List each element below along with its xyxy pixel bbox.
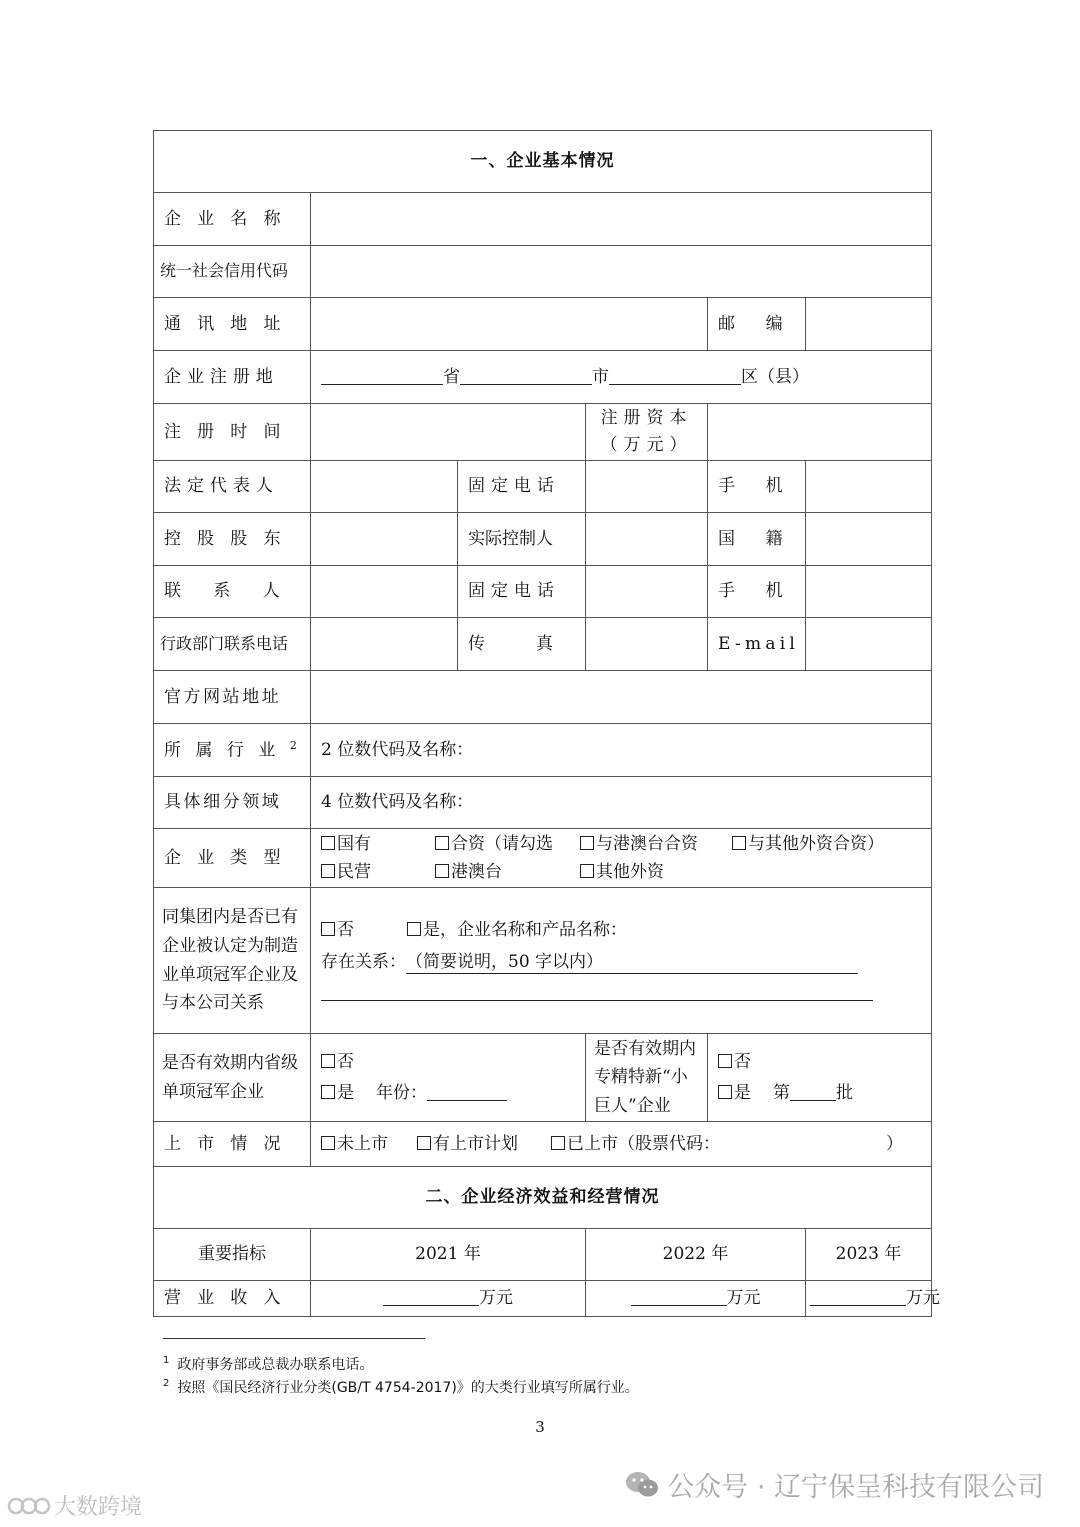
wechat-icon <box>625 1470 659 1500</box>
legal-rep-label: 法定代表人 <box>154 461 311 513</box>
hkmo-jv-checkbox[interactable] <box>580 836 594 850</box>
mobile-field[interactable] <box>806 461 932 513</box>
contact-landline-field[interactable] <box>586 566 708 618</box>
revenue-2022-unit: 万元 <box>726 1288 761 1309</box>
city-blank[interactable] <box>460 366 592 385</box>
reg-time-field[interactable] <box>311 404 586 461</box>
state-checkbox[interactable] <box>321 836 335 850</box>
industry-footnote-ref: 2 <box>289 738 297 752</box>
hkmo-option: 港澳台 <box>451 862 502 882</box>
brand-logo-icon <box>8 1495 50 1517</box>
contact-mobile-field[interactable] <box>806 566 932 618</box>
foreign-option: 其他外资 <box>596 862 664 882</box>
contact-landline-label: 固定电话 <box>458 566 586 618</box>
contact-field[interactable] <box>311 566 458 618</box>
revenue-2021-unit: 万元 <box>479 1288 513 1309</box>
state-option: 国有 <box>337 833 371 854</box>
reg-place-label: 企业注册地 <box>154 351 311 404</box>
group-no-option: 否 <box>337 920 354 940</box>
unlisted-checkbox[interactable] <box>321 1136 335 1150</box>
prov-champion-label: 是否有效期内省级单项冠军企业 <box>154 1034 311 1122</box>
reg-capital-label: 注册资本 <box>600 407 693 428</box>
footnote-1-number: 1 <box>163 1355 170 1367</box>
subfield-label: 具体细分领域 <box>154 777 311 829</box>
little-giant-label: 是否有效期内专精特新“小巨人”企业 <box>586 1034 708 1122</box>
footnote-2-text: 按照《国民经济行业分类(GB/T 4754-2017)》的大类行业填写所属行业。 <box>177 1380 639 1396</box>
group-yes-option: 是，企业名称和产品名称： <box>423 920 627 940</box>
hkmo-jv-option: 与港澳台合资 <box>596 833 698 854</box>
credit-code-label: 统一社会信用代码 <box>154 246 311 298</box>
footnote-rule <box>163 1338 425 1339</box>
unlisted-option: 未上市 <box>337 1133 388 1154</box>
group-question-label: 同集团内是否已有企业被认定为制造业单项冠军企业及与本公司关系 <box>154 888 311 1034</box>
foreign-jv-checkbox[interactable] <box>732 836 746 850</box>
revenue-2022-blank[interactable] <box>631 1287 727 1306</box>
batch-blank[interactable] <box>790 1082 836 1101</box>
giant-yes-checkbox[interactable] <box>718 1085 732 1099</box>
contact-label: 联系人 <box>154 566 311 618</box>
plan-option: 有上市计划 <box>433 1133 518 1154</box>
prov-yes-option: 是 <box>337 1082 354 1103</box>
city-label: 市 <box>592 366 609 387</box>
district-blank[interactable] <box>609 366 741 385</box>
year3-header: 2023 年 <box>806 1229 932 1281</box>
prov-year-label: 年份： <box>376 1082 427 1103</box>
giant-no-option: 否 <box>734 1051 751 1072</box>
province-label: 省 <box>443 366 460 387</box>
subfield-field[interactable]: 4 位数代码及名称： <box>311 777 932 829</box>
province-blank[interactable] <box>321 366 443 385</box>
legal-rep-field[interactable] <box>311 461 458 513</box>
foreign-checkbox[interactable] <box>580 864 594 878</box>
credit-code-field[interactable] <box>311 246 932 298</box>
jv-checkbox[interactable] <box>435 836 449 850</box>
section2-title: 二、企业经济效益和经营情况 <box>154 1167 932 1229</box>
controller-field[interactable] <box>586 513 708 566</box>
watermark-right <box>625 1465 1044 1504</box>
admin-phone-field[interactable] <box>311 618 458 671</box>
postcode-label: 邮编 <box>708 298 806 351</box>
reg-place-field[interactable] <box>311 351 932 404</box>
admin-phone-label: 行政部门联系电话 <box>154 618 311 671</box>
footnote-2 <box>163 1377 639 1397</box>
year2-header: 2022 年 <box>586 1229 806 1281</box>
prov-year-blank[interactable] <box>427 1082 507 1101</box>
indicator-header: 重要指标 <box>154 1229 311 1281</box>
page-number: 3 <box>535 1418 545 1436</box>
giant-yes-option: 是 <box>734 1082 751 1103</box>
year1-header: 2021 年 <box>311 1229 586 1281</box>
footnote-2-number: 2 <box>163 1378 170 1390</box>
listed-checkbox[interactable] <box>551 1136 565 1150</box>
giant-no-checkbox[interactable] <box>718 1054 732 1068</box>
application-form-table <box>153 130 940 1317</box>
plan-checkbox[interactable] <box>417 1136 431 1150</box>
nationality-label: 国籍 <box>708 513 806 566</box>
relation-label: 存在关系： <box>321 952 406 973</box>
address-label: 通讯地址 <box>154 298 311 351</box>
industry-label: 所属行业 <box>164 740 290 761</box>
postcode-field[interactable] <box>806 298 932 351</box>
prov-no-checkbox[interactable] <box>321 1054 335 1068</box>
revenue-2021-blank[interactable] <box>383 1287 479 1306</box>
revenue-2023-unit: 万元 <box>906 1288 940 1309</box>
email-field[interactable] <box>806 618 932 671</box>
district-label: 区（县） <box>741 366 809 387</box>
hkmo-checkbox[interactable] <box>435 864 449 878</box>
shareholder-label: 控股股东 <box>154 513 311 566</box>
batch-post: 批 <box>836 1082 853 1103</box>
section1-title: 一、企业基本情况 <box>154 131 932 193</box>
revenue-2023-blank[interactable] <box>810 1287 906 1306</box>
fax-label: 传真 <box>458 618 586 671</box>
listing-label: 上市情况 <box>154 1122 311 1167</box>
revenue-label: 营业收入 <box>154 1281 311 1317</box>
jv-option: 合资（请勾选 <box>451 833 553 854</box>
private-checkbox[interactable] <box>321 864 335 878</box>
relation-hint[interactable]: （简要说明，50 字以内） <box>406 951 858 974</box>
reg-capital-unit: （万元） <box>600 435 693 455</box>
website-label: 官方网站地址 <box>154 671 311 724</box>
nationality-field[interactable] <box>806 513 932 566</box>
controller-label: 实际控制人 <box>458 513 586 566</box>
landline-field[interactable] <box>586 461 708 513</box>
footnote-1 <box>163 1354 373 1374</box>
relation-second-line[interactable] <box>321 999 873 1001</box>
prov-yes-checkbox[interactable] <box>321 1085 335 1099</box>
group-no-checkbox[interactable] <box>321 922 335 936</box>
reg-capital-field[interactable] <box>708 404 932 461</box>
shareholder-field[interactable] <box>311 513 458 566</box>
company-type-label: 企业类型 <box>154 829 311 888</box>
watermark-left <box>8 1490 142 1521</box>
email-label: E-mail <box>708 618 806 671</box>
mobile-label: 手机 <box>708 461 806 513</box>
watermark-right-text: 公众号 · 辽宁保呈科技有限公司 <box>667 1472 1044 1503</box>
listed-option: 已上市（股票代码： <box>567 1133 720 1154</box>
listed-close: ） <box>886 1133 903 1154</box>
private-option: 民营 <box>337 862 371 882</box>
industry-field[interactable]: 2 位数代码及名称： <box>311 724 932 777</box>
reg-time-label: 注册时间 <box>154 404 311 461</box>
address-field[interactable] <box>311 298 708 351</box>
website-field[interactable] <box>311 671 932 724</box>
watermark-left-text: 大数跨境 <box>54 1495 143 1520</box>
foreign-jv-option: 与其他外资合资） <box>748 833 884 854</box>
contact-mobile-label: 手机 <box>708 566 806 618</box>
batch-pre: 第 <box>773 1082 790 1103</box>
landline-label: 固定电话 <box>458 461 586 513</box>
company-name-field[interactable] <box>311 193 932 246</box>
footnote-1-text: 政府事务部或总裁办联系电话。 <box>177 1357 374 1373</box>
prov-no-option: 否 <box>337 1051 354 1072</box>
group-yes-checkbox[interactable] <box>407 922 421 936</box>
company-name-label: 企业名称 <box>154 193 311 246</box>
